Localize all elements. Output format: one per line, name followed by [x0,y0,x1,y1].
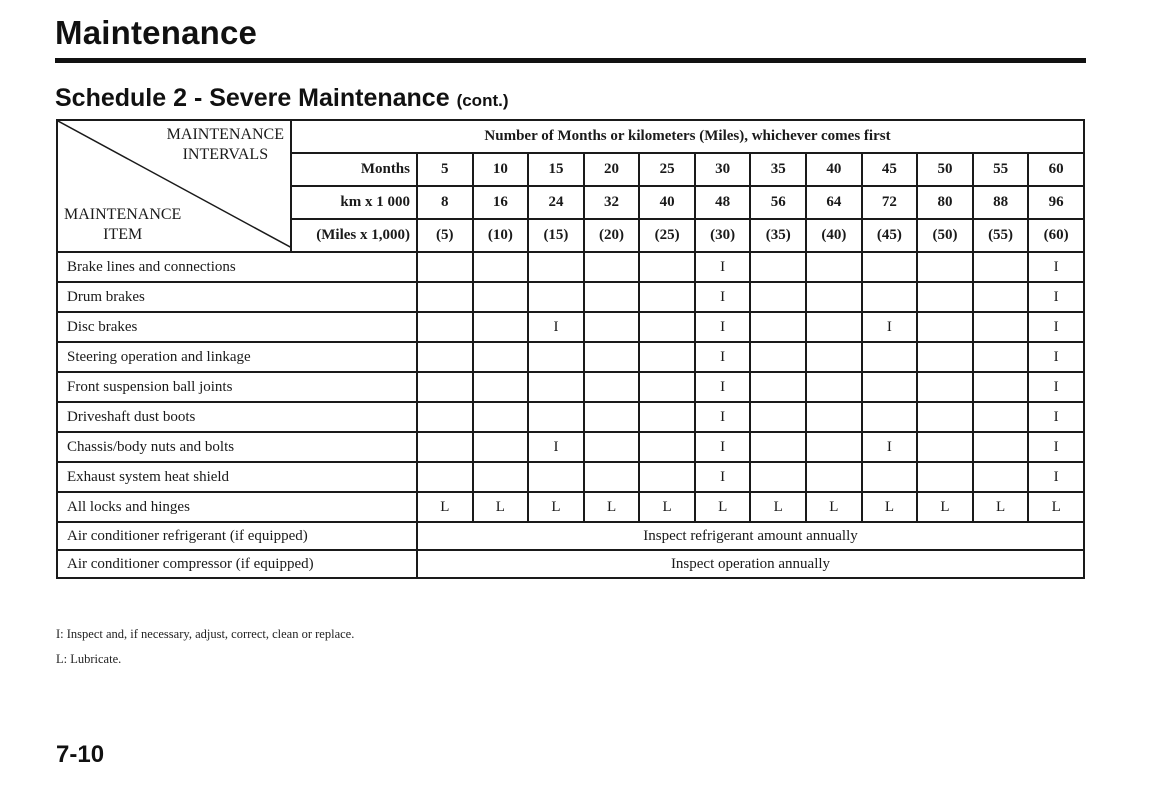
interval-value: (35) [750,219,806,252]
schedule-cell: L [862,492,918,522]
schedule-cell: I [695,432,751,462]
table-row [57,550,1084,578]
table-row [57,402,1084,432]
schedule-cell: I [695,402,751,432]
maintenance-item-label [64,205,181,245]
schedule-cell [528,372,584,402]
maintenance-schedule-table [56,119,1085,579]
header-row-label: (Miles x 1,000) [291,219,417,252]
schedule-cell [417,402,473,432]
schedule-cell: I [1028,462,1084,492]
schedule-cell [639,402,695,432]
schedule-cell: I [1028,252,1084,282]
schedule-cell [862,282,918,312]
schedule-cell [417,312,473,342]
schedule-cell [806,402,862,432]
interval-value: (55) [973,219,1029,252]
schedule-cell [473,402,529,432]
interval-value: 24 [528,186,584,219]
table-row [57,522,1084,550]
schedule-cell [528,342,584,372]
table-row [57,312,1084,342]
maintenance-item: Air conditioner compressor (if equipped) [57,550,417,578]
interval-value: 16 [473,186,529,219]
schedule-cell [584,372,640,402]
maintenance-item: All locks and hinges [57,492,417,522]
interval-value: 10 [473,153,529,186]
schedule-cell [639,252,695,282]
interval-value: (25) [639,219,695,252]
schedule-cell: L [806,492,862,522]
interval-value: 72 [862,186,918,219]
schedule-cell [862,252,918,282]
interval-value: 20 [584,153,640,186]
interval-value: 35 [750,153,806,186]
schedule-cell [584,402,640,432]
interval-value: 80 [917,186,973,219]
subtitle-suffix: (cont.) [456,91,509,110]
schedule-cell [917,432,973,462]
legend-inspect: I: Inspect and, if necessary, adjust, correct, clean or replace. [56,627,355,641]
maintenance-item: Disc brakes [57,312,417,342]
schedule-cell [473,312,529,342]
interval-value: (40) [806,219,862,252]
schedule-cell: I [695,372,751,402]
schedule-cell: L [750,492,806,522]
schedule-cell [584,432,640,462]
schedule-cell [528,462,584,492]
interval-value: (30) [695,219,751,252]
interval-value: 15 [528,153,584,186]
schedule-cell [528,282,584,312]
page-title: Maintenance [55,14,258,51]
schedule-cell [417,342,473,372]
schedule-cell [917,342,973,372]
schedule-cell: L [473,492,529,522]
schedule-cell [750,282,806,312]
corner-top-line-2: INTERVALS [182,146,269,163]
interval-value: 88 [973,186,1029,219]
interval-value: 32 [584,186,640,219]
schedule-cell [973,372,1029,402]
schedule-cell [917,402,973,432]
header-row-label: Months [291,153,417,186]
schedule-cell: I [1028,312,1084,342]
schedule-cell [639,462,695,492]
schedule-cell [528,252,584,282]
schedule-cell [973,432,1029,462]
schedule-cell [473,282,529,312]
table-row [57,342,1084,372]
schedule-cell: I [695,462,751,492]
corner-bottom-line-1: MAINTENANCE [64,206,182,223]
table-row [57,372,1084,402]
schedule-cell [584,312,640,342]
schedule-cell [584,462,640,492]
interval-value: 56 [750,186,806,219]
interval-value: (15) [528,219,584,252]
schedule-cell [862,402,918,432]
interval-value: 48 [695,186,751,219]
maintenance-item: Exhaust system heat shield [57,462,417,492]
header-row-label: km x 1 000 [291,186,417,219]
interval-value: 45 [862,153,918,186]
schedule-cell [862,462,918,492]
schedule-cell: I [862,432,918,462]
schedule-cell [917,462,973,492]
schedule-cell [806,252,862,282]
schedule-cell [639,342,695,372]
schedule-cell [973,252,1029,282]
schedule-cell [750,372,806,402]
schedule-cell [750,462,806,492]
schedule-cell: I [695,282,751,312]
table-row [57,462,1084,492]
interval-value: 40 [639,186,695,219]
interval-value: 40 [806,153,862,186]
interval-value: (45) [862,219,918,252]
schedule-cell: I [528,432,584,462]
interval-value: 64 [806,186,862,219]
schedule-cell: L [528,492,584,522]
interval-value: (20) [584,219,640,252]
schedule-cell [639,282,695,312]
title-rule [55,58,1086,63]
schedule-cell: L [917,492,973,522]
schedule-cell [806,372,862,402]
interval-value: 25 [639,153,695,186]
schedule-cell: I [1028,432,1084,462]
maintenance-item: Front suspension ball joints [57,372,417,402]
schedule-cell [639,432,695,462]
schedule-note: Inspect operation annually [417,550,1084,578]
schedule-cell [528,402,584,432]
interval-value: (60) [1028,219,1084,252]
interval-value: 50 [917,153,973,186]
schedule-cell [973,312,1029,342]
schedule-cell [417,282,473,312]
interval-value: 96 [1028,186,1084,219]
schedule-cell: L [1028,492,1084,522]
corner-bottom-line-2: ITEM [103,226,143,243]
schedule-cell: L [695,492,751,522]
schedule-cell [917,312,973,342]
schedule-cell [473,432,529,462]
schedule-cell: I [862,312,918,342]
interval-value: 60 [1028,153,1084,186]
schedule-cell [750,342,806,372]
schedule-cell [862,372,918,402]
schedule-cell [750,252,806,282]
schedule-cell [473,372,529,402]
schedule-cell: L [639,492,695,522]
schedule-cell [806,312,862,342]
schedule-cell [917,282,973,312]
schedule-cell: L [417,492,473,522]
schedule-cell [584,342,640,372]
interval-value: (50) [917,219,973,252]
maintenance-item: Drum brakes [57,282,417,312]
corner-top-line-1: MAINTENANCE [166,126,284,143]
interval-value: 30 [695,153,751,186]
interval-value: (5) [417,219,473,252]
schedule-cell [917,372,973,402]
table-row [57,252,1084,282]
schedule-cell: I [1028,402,1084,432]
schedule-cell [973,282,1029,312]
table-row [57,282,1084,312]
legend-lubricate: L: Lubricate. [56,652,122,666]
table-corner-header [57,120,291,252]
schedule-cell [806,342,862,372]
maintenance-item: Steering operation and linkage [57,342,417,372]
page-number: 7-10 [56,741,105,768]
maintenance-item: Chassis/body nuts and bolts [57,432,417,462]
schedule-cell [806,282,862,312]
interval-value: 5 [417,153,473,186]
schedule-cell [584,252,640,282]
schedule-cell [973,402,1029,432]
schedule-cell [917,252,973,282]
interval-value: (10) [473,219,529,252]
schedule-cell [584,282,640,312]
subtitle-text: Schedule 2 - Severe Maintenance [55,84,450,112]
maintenance-item: Driveshaft dust boots [57,402,417,432]
maintenance-item: Air conditioner refrigerant (if equipped) [57,522,417,550]
schedule-cell [973,462,1029,492]
schedule-cell [417,432,473,462]
table-row [57,492,1084,522]
schedule-cell: I [528,312,584,342]
maintenance-item: Brake lines and connections [57,252,417,282]
schedule-cell [639,312,695,342]
section-subtitle [55,84,509,113]
schedule-cell [417,462,473,492]
schedule-cell [473,462,529,492]
schedule-cell: I [1028,282,1084,312]
schedule-cell: I [695,312,751,342]
schedule-cell [973,342,1029,372]
schedule-cell [473,342,529,372]
schedule-cell [473,252,529,282]
schedule-cell [862,342,918,372]
schedule-cell: I [1028,342,1084,372]
schedule-cell: L [584,492,640,522]
schedule-cell [806,462,862,492]
schedule-cell [639,372,695,402]
interval-value: 8 [417,186,473,219]
table-row [57,432,1084,462]
schedule-cell [750,432,806,462]
maintenance-intervals-label [167,125,284,165]
interval-value: 55 [973,153,1029,186]
schedule-cell [417,372,473,402]
schedule-cell [806,432,862,462]
schedule-cell [417,252,473,282]
schedule-cell [750,312,806,342]
schedule-cell: I [695,252,751,282]
schedule-cell: L [973,492,1029,522]
schedule-cell: I [695,342,751,372]
interval-banner: Number of Months or kilometers (Miles), whichever comes first [291,120,1084,153]
schedule-cell [750,402,806,432]
schedule-note: Inspect refrigerant amount annually [417,522,1084,550]
schedule-cell: I [1028,372,1084,402]
